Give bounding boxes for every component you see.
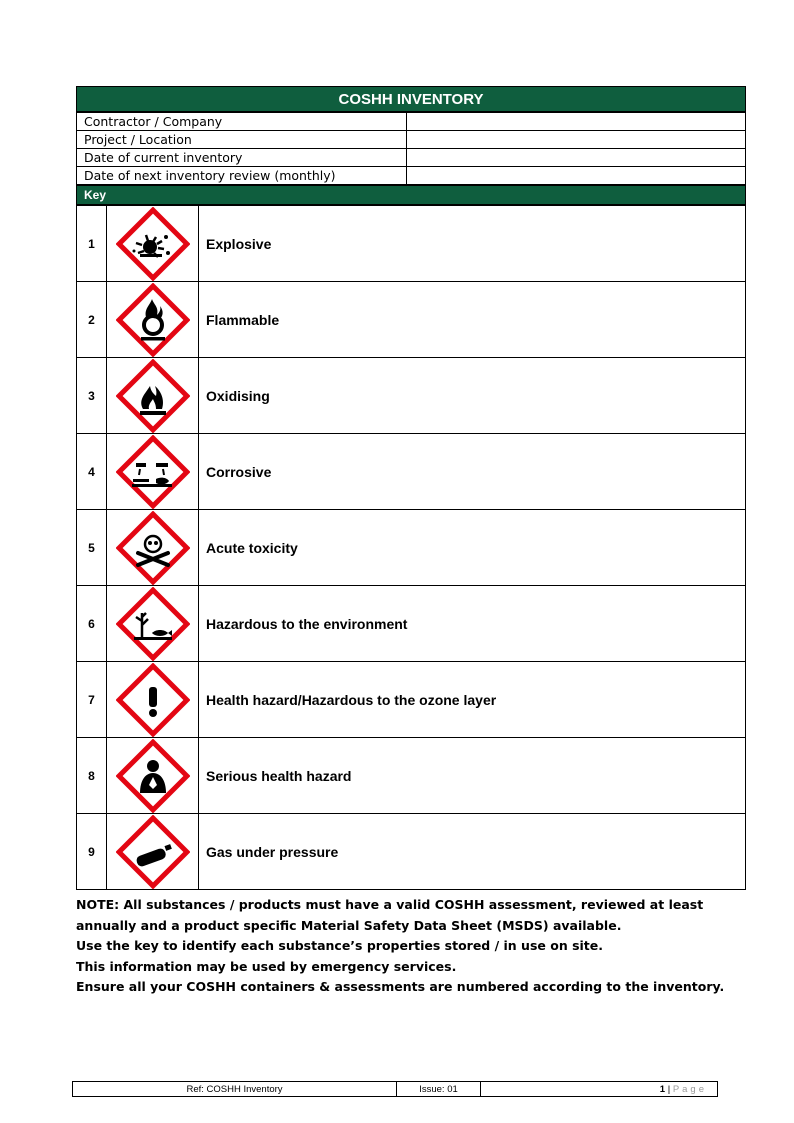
- current-date-field[interactable]: [407, 149, 746, 167]
- hazard-number: 7: [77, 662, 107, 738]
- key-header-table: [76, 185, 746, 205]
- hazard-number: 3: [77, 358, 107, 434]
- key-heading: Key: [77, 186, 746, 205]
- footer-issue: Issue: 01: [397, 1082, 481, 1097]
- info-label: Date of next inventory review (monthly): [77, 167, 407, 185]
- info-row-contractor: [77, 113, 746, 131]
- hazard-number: 5: [77, 510, 107, 586]
- hazard-row: [77, 206, 746, 282]
- hazard-name: Health hazard/Hazardous to the ozone layer: [199, 662, 746, 738]
- coshh-sheet: [76, 86, 746, 890]
- hazard-number: 4: [77, 434, 107, 510]
- page-footer: [72, 1081, 718, 1097]
- review-date-field[interactable]: [407, 167, 746, 185]
- hazard-row: [77, 738, 746, 814]
- hazard-row: [77, 358, 746, 434]
- project-field[interactable]: [407, 131, 746, 149]
- corrosion-icon: [116, 435, 190, 509]
- hazard-pictogram: [107, 662, 199, 738]
- info-label: Date of current inventory: [77, 149, 407, 167]
- hazard-name: Flammable: [199, 282, 746, 358]
- page-separator: |: [665, 1083, 673, 1095]
- header-table: [76, 86, 746, 112]
- flame-icon: [116, 359, 190, 433]
- hazard-name: Gas under pressure: [199, 814, 746, 890]
- hazard-row: [77, 282, 746, 358]
- page-number: 1: [659, 1083, 666, 1095]
- hazard-name: Explosive: [199, 206, 746, 282]
- hazard-pictogram: [107, 434, 199, 510]
- hazard-number: 2: [77, 282, 107, 358]
- gas-cylinder-icon: [116, 815, 190, 889]
- hazard-row: [77, 814, 746, 890]
- hazard-pictogram: [107, 738, 199, 814]
- hazard-row: [77, 662, 746, 738]
- hazard-row: [77, 510, 746, 586]
- note-numbering: Ensure all your COSHH containers & assessments are numbered according to the inventory.: [76, 979, 725, 995]
- exclamation-icon: [116, 663, 190, 737]
- footer-page: [481, 1082, 718, 1097]
- hazard-name: Corrosive: [199, 434, 746, 510]
- hazard-pictogram: [107, 814, 199, 890]
- environment-icon: [116, 587, 190, 661]
- hazard-number: 1: [77, 206, 107, 282]
- info-label: Project / Location: [77, 131, 407, 149]
- contractor-field[interactable]: [407, 113, 746, 131]
- notes-section: [76, 895, 756, 998]
- hazard-number: 9: [77, 814, 107, 890]
- hazard-name: Hazardous to the environment: [199, 586, 746, 662]
- note-emergency: This information may be used by emergency services.: [76, 958, 457, 974]
- note-key-usage: Use the key to identify each substance’s properties stored / in use on site.: [76, 938, 603, 954]
- hazard-pictogram: [107, 586, 199, 662]
- hazard-row: [77, 586, 746, 662]
- health-hazard-icon: [116, 739, 190, 813]
- flame-over-circle-icon: [116, 283, 190, 357]
- footer-ref: Ref: COSHH Inventory: [73, 1082, 397, 1097]
- info-row-project: [77, 131, 746, 149]
- explosive-icon: [116, 207, 190, 281]
- hazard-row: [77, 434, 746, 510]
- hazard-pictogram: [107, 358, 199, 434]
- info-label: Contractor / Company: [77, 113, 407, 131]
- hazard-pictogram: [107, 282, 199, 358]
- info-row-current-date: [77, 149, 746, 167]
- note-msds: NOTE: All substances / products must have a valid COSHH assessment, reviewed at least annually and a product specific Material Safety Data Sheet (MSDS) available.: [76, 897, 704, 933]
- page-title: COSHH INVENTORY: [77, 87, 746, 112]
- hazard-pictogram: [107, 510, 199, 586]
- info-row-review-date: [77, 167, 746, 185]
- hazard-name: Oxidising: [199, 358, 746, 434]
- page-word: Page: [672, 1083, 707, 1095]
- info-table: [76, 112, 746, 185]
- skull-crossbones-icon: [116, 511, 190, 585]
- hazard-key-table: [76, 205, 746, 890]
- hazard-number: 8: [77, 738, 107, 814]
- hazard-name: Acute toxicity: [199, 510, 746, 586]
- hazard-pictogram: [107, 206, 199, 282]
- hazard-number: 6: [77, 586, 107, 662]
- hazard-name: Serious health hazard: [199, 738, 746, 814]
